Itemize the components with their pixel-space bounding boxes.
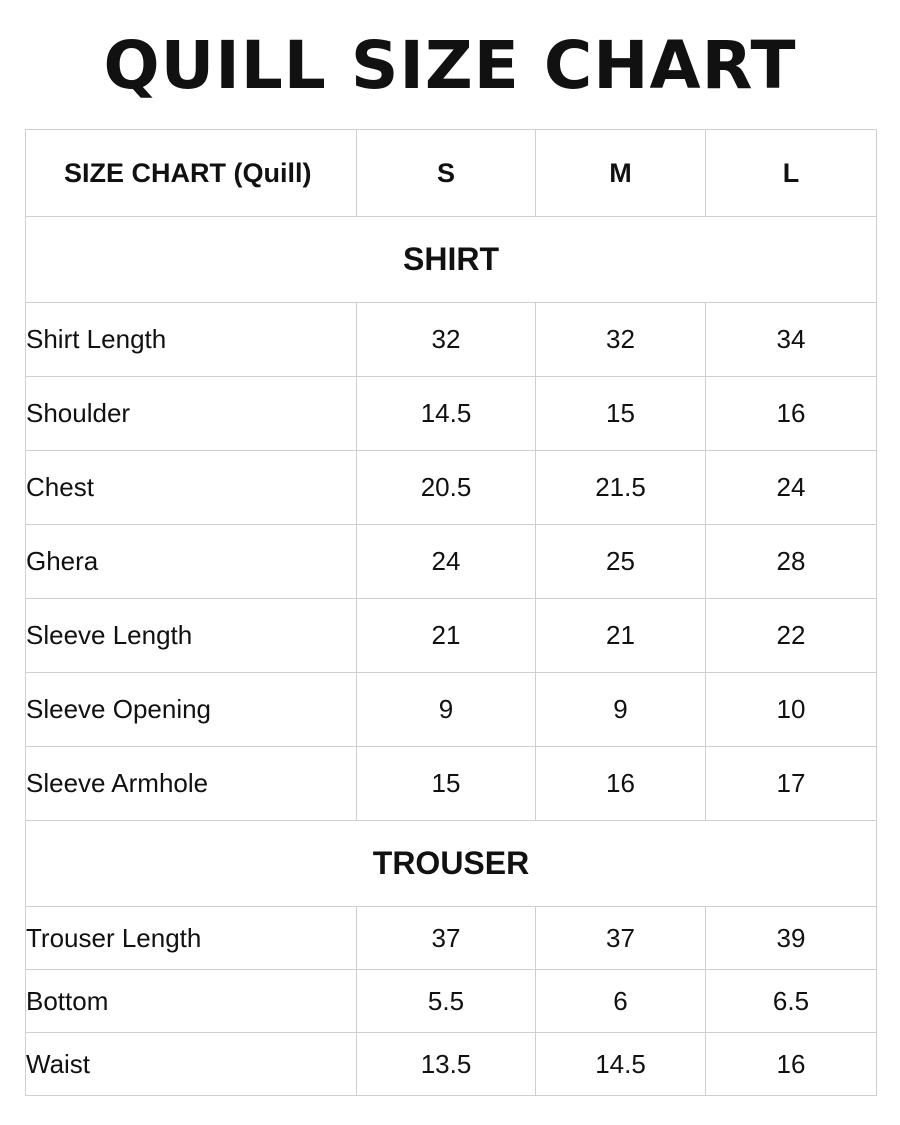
value-s: 21	[357, 599, 536, 673]
value-m: 16	[536, 747, 706, 821]
value-s: 13.5	[357, 1033, 536, 1096]
row-label: Shirt Length	[26, 303, 357, 377]
header-size-s: S	[357, 130, 536, 217]
value-l: 34	[706, 303, 877, 377]
table-header-row	[26, 130, 877, 217]
value-s: 24	[357, 525, 536, 599]
row-label: Sleeve Length	[26, 599, 357, 673]
table-row	[26, 970, 877, 1033]
table-row	[26, 673, 877, 747]
value-l: 16	[706, 377, 877, 451]
table-row	[26, 599, 877, 673]
table-row	[26, 747, 877, 821]
section-title-trouser: TROUSER	[26, 821, 877, 907]
value-s: 15	[357, 747, 536, 821]
value-l: 6.5	[706, 970, 877, 1033]
value-s: 5.5	[357, 970, 536, 1033]
value-l: 17	[706, 747, 877, 821]
value-m: 14.5	[536, 1033, 706, 1096]
header-size-l: L	[706, 130, 877, 217]
table-row	[26, 377, 877, 451]
header-label: SIZE CHART (Quill)	[26, 130, 357, 217]
value-l: 28	[706, 525, 877, 599]
value-s: 20.5	[357, 451, 536, 525]
table-row	[26, 907, 877, 970]
row-label: Shoulder	[26, 377, 357, 451]
value-s: 37	[357, 907, 536, 970]
table-row	[26, 303, 877, 377]
value-s: 14.5	[357, 377, 536, 451]
table-row	[26, 525, 877, 599]
page-title: QUILL SIZE CHART	[103, 27, 797, 104]
value-l: 24	[706, 451, 877, 525]
value-m: 21	[536, 599, 706, 673]
value-m: 15	[536, 377, 706, 451]
value-m: 37	[536, 907, 706, 970]
row-label: Bottom	[26, 970, 357, 1033]
value-l: 16	[706, 1033, 877, 1096]
value-m: 21.5	[536, 451, 706, 525]
value-m: 9	[536, 673, 706, 747]
value-s: 9	[357, 673, 536, 747]
row-label: Waist	[26, 1033, 357, 1096]
row-label: Sleeve Armhole	[26, 747, 357, 821]
value-l: 39	[706, 907, 877, 970]
value-m: 6	[536, 970, 706, 1033]
row-label: Chest	[26, 451, 357, 525]
value-m: 32	[536, 303, 706, 377]
value-s: 32	[357, 303, 536, 377]
section-row-trouser	[26, 821, 877, 907]
table-row	[26, 451, 877, 525]
size-chart-table	[25, 129, 877, 1096]
row-label: Ghera	[26, 525, 357, 599]
table-row	[26, 1033, 877, 1096]
row-label: Sleeve Opening	[26, 673, 357, 747]
row-label: Trouser Length	[26, 907, 357, 970]
value-l: 10	[706, 673, 877, 747]
section-row-shirt	[26, 217, 877, 303]
section-title-shirt: SHIRT	[26, 217, 877, 303]
value-m: 25	[536, 525, 706, 599]
value-l: 22	[706, 599, 877, 673]
header-size-m: M	[536, 130, 706, 217]
